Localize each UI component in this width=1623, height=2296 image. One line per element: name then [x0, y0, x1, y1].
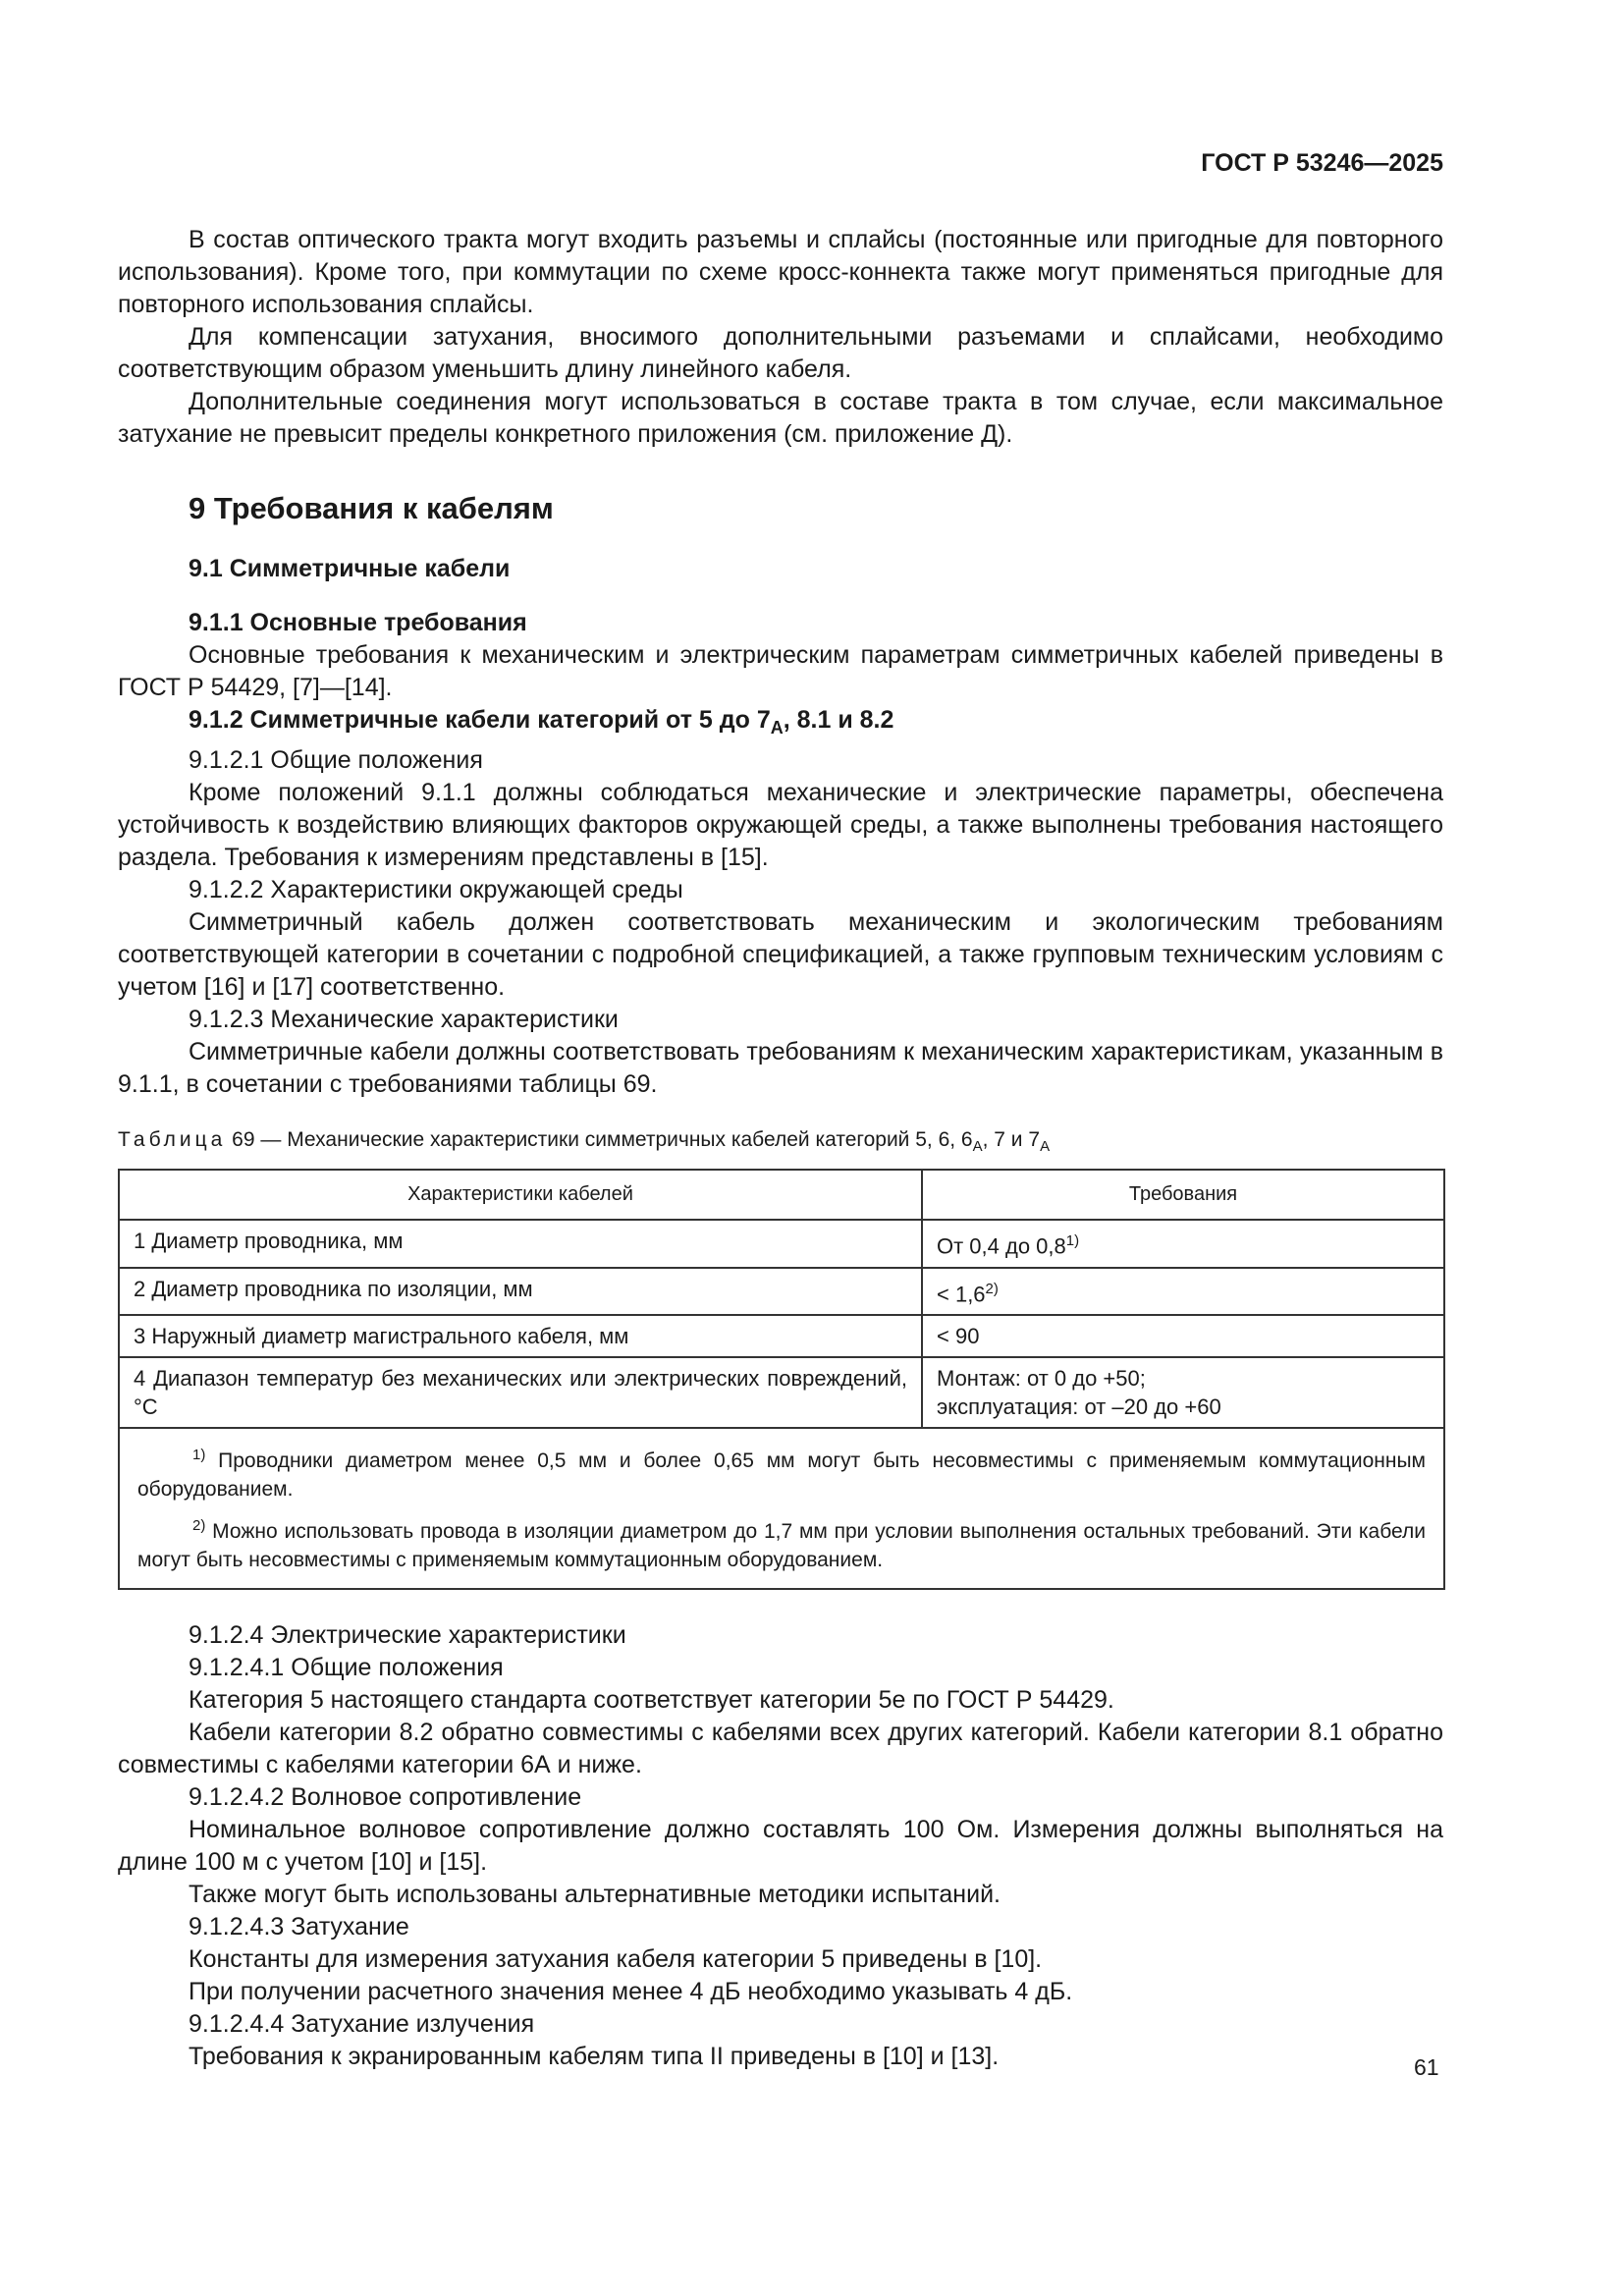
footnote: $^{2)}$ Можно использовать провода в изоляции диаметром до 1,7 мм при условии выполнения остальных требований. Эти кабели могут быть несовместимы с применяемым коммутационным оборудованием.	[137, 1516, 1426, 1571]
clause-title: 9.1.2.4.1 Общие положения	[189, 1653, 504, 1681]
table-cell: 2 Диаметр проводника по изоляции, мм	[119, 1268, 922, 1315]
subsection-heading: 9.1 Симметричные кабели	[189, 555, 511, 582]
paragraph: Основные требования к механическим и электрическим параметрам симметричных кабелей приведены в ГОСТ Р 54429, [7]—[14].	[118, 641, 1443, 701]
table-footnotes-row	[119, 1428, 1444, 1589]
table-cell: 4 Диапазон температур без механических или электрических повреждений, °С	[119, 1357, 922, 1428]
table-row	[119, 1220, 1444, 1267]
clause-heading: 9.1.1 Основные требования	[189, 609, 527, 636]
table-cell: Монтаж: от 0 до +50; эксплуатация: от –20 до +60	[922, 1357, 1444, 1428]
table-cell: 3 Наружный диаметр магистрального кабеля, мм	[119, 1315, 922, 1357]
page-content	[118, 224, 1443, 2073]
paragraph: Симметричные кабели должны соответствовать требованиям к механическим характеристикам, указанным в 9.1.1, в сочетании с требованиями таблицы 69.	[118, 1038, 1443, 1098]
clause-title: 9.1.2.4 Электрические характеристики	[189, 1620, 626, 1649]
table-header-row	[119, 1170, 1444, 1220]
paragraph: Для компенсации затухания, вносимого дополнительными разъемами и сплайсами, необходимо соответствующим образом уменьшить длину линейного кабеля.	[118, 323, 1443, 383]
clause-title: 9.1.2.4.4 Затухание излучения	[189, 2009, 535, 2038]
paragraph: Категория 5 настоящего стандарта соответствует категории 5e по ГОСТ Р 54429.	[189, 1685, 1114, 1714]
paragraph: Дополнительные соединения могут использоваться в составе тракта в том случае, если максимальное затухание не превысит пределы конкретного приложения (см. приложение Д).	[118, 388, 1443, 448]
page-number: 61	[1414, 2054, 1439, 2080]
table-cell: 1 Диаметр проводника, мм	[119, 1220, 922, 1267]
footnote: $^{1)}$ Проводники диаметром менее 0,5 мм и более 0,65 мм могут быть несовместимы с применяемым коммутационным оборудованием.	[137, 1446, 1426, 1501]
table-caption: Таблица 69 — Механические характеристики симметричных кабелей категорий 5, 6, $6_A$, 7 и $7_A$	[118, 1128, 1051, 1156]
clause-title: 9.1.2.3 Механические характеристики	[189, 1006, 619, 1033]
requirements-table	[118, 1169, 1445, 1590]
paragraph: В состав оптического тракта могут входить разъемы и сплайсы (постоянные или пригодные для повторного использования). Кроме того, при коммутации по схеме кросс-коннекта также могут применяться пригодные для повторного использования сплайсы.	[118, 226, 1443, 318]
table-cell: < 90	[922, 1315, 1444, 1357]
document-id: ГОСТ Р 53246—2025	[1201, 149, 1443, 177]
clause-title: 9.1.2.4.3 Затухание	[189, 1912, 409, 1941]
table-row	[119, 1357, 1444, 1428]
table-row	[119, 1268, 1444, 1315]
paragraph: Симметричный кабель должен соответствовать механическим и экологическим требованиям соответствующей категории в сочетании с подробной спецификацией, а также групповым техническим условиям с учетом [16] и [17] соответственно.	[118, 908, 1443, 1001]
table-footnotes	[119, 1428, 1444, 1589]
table-cell: < $1,6^{2)}$	[922, 1268, 1444, 1315]
clause-title: 9.1.2.1 Общие положения	[189, 746, 483, 774]
paragraph: Кроме положений 9.1.1 должны соблюдаться механические и электрические параметры, обеспечена устойчивость к воздействию влияющих факторов окружающей среды, а также выполнены требования настоящего раздела. Требования к измерениям представлены в [15].	[118, 779, 1443, 871]
clause-heading: 9.1.2 Симметричные кабели категорий от 5 до $7_A$, 8.1 и 8.2	[189, 706, 894, 738]
paragraph: Кабели категории 8.2 обратно совместимы с кабелями всех других категорий. Кабели категории 8.1 обратно совместимы с кабелями категории 6А и ниже.	[118, 1718, 1443, 1778]
column-header: Требования	[922, 1170, 1444, 1220]
table-cell: От 0,4 до 0,8$^{1)}$	[922, 1220, 1444, 1267]
section-heading: 9 Требования к кабелям	[189, 491, 554, 525]
paragraph: Константы для измерения затухания кабеля категории 5 приведены в [10].	[189, 1944, 1043, 1973]
paragraph: При получении расчетного значения менее 4 дБ необходимо указывать 4 дБ.	[189, 1977, 1073, 2005]
clause-title: 9.1.2.2 Характеристики окружающей среды	[189, 876, 683, 903]
paragraph: Также могут быть использованы альтернативные методики испытаний.	[189, 1880, 1001, 1908]
table-row	[119, 1315, 1444, 1357]
paragraph: Требования к экранированным кабелям типа II приведены в [10] и [13].	[189, 2042, 1000, 2070]
clause-title: 9.1.2.4.2 Волновое сопротивление	[189, 1782, 582, 1811]
column-header: Характеристики кабелей	[119, 1170, 922, 1220]
paragraph: Номинальное волновое сопротивление должно составлять 100 Ом. Измерения должны выполняться на длине 100 м с учетом [10] и [15].	[118, 1815, 1443, 1876]
